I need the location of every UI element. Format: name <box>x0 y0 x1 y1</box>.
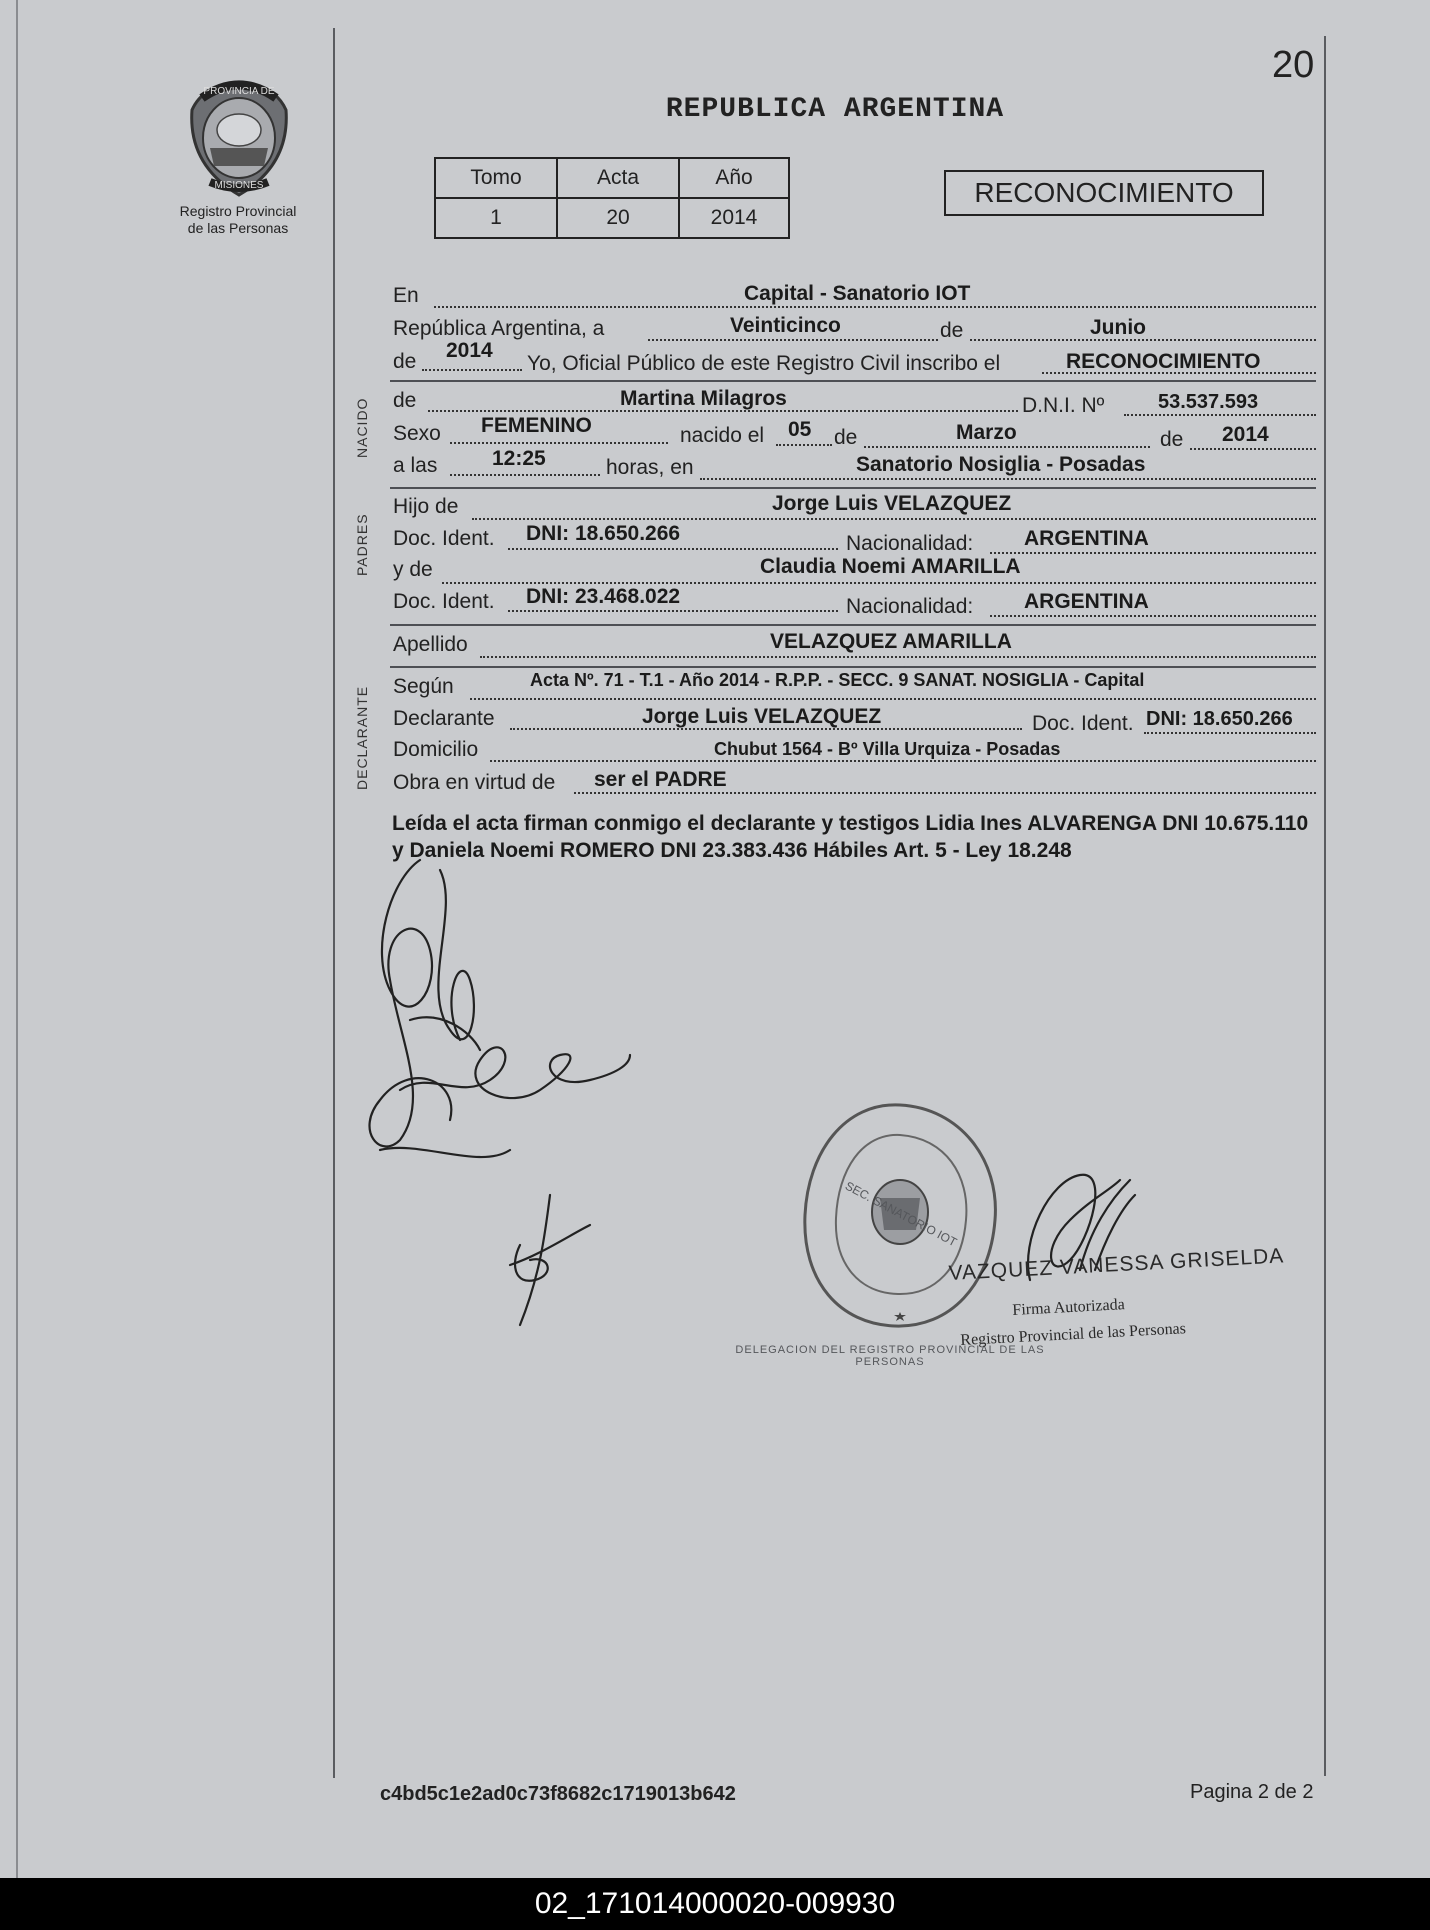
nombre-label: de <box>393 389 417 412</box>
side-label-nacido: NACIDO <box>354 397 370 458</box>
declarante-doc-label: Doc. Ident. <box>1032 712 1134 735</box>
mes-value: Junio <box>1090 316 1146 339</box>
nacido-mes-dots <box>864 446 1150 448</box>
padre-nac: ARGENTINA <box>1024 527 1149 550</box>
closing-paragraph: Leída el acta firman conmigo el declarante y testigos Lidia Ines ALVARENGA DNI 10.675.110 y Daniela Noemi ROMERO DNI 23.383.436 Hábiles Art. 5 - Ley 18.248 <box>392 812 1309 862</box>
nacido-label: nacido el <box>680 424 765 447</box>
yde-label: y de <box>393 558 433 581</box>
padre-nac-label: Nacionalidad: <box>846 532 974 555</box>
madre-doc-label: Doc. Ident. <box>393 590 495 613</box>
registry-label-line1: Registro Provincial <box>179 203 297 219</box>
record-header-anio: Año <box>679 158 789 198</box>
nacido-dia: 05 <box>788 418 812 441</box>
registry-label <box>168 203 308 237</box>
seal-top-text: PROVINCIA DE <box>203 86 275 97</box>
official-name: VAZQUEZ VANESSA GRISELDA <box>948 1244 1285 1285</box>
declarant-signature <box>360 840 640 1190</box>
record-header-tomo: Tomo <box>435 158 557 198</box>
padre-doc-dots <box>508 548 838 550</box>
segun-value: Acta Nº. 71 - T.1 - Año 2014 - R.P.P. - SECC. 9 SANAT. NOSIGLIA - Capital <box>530 670 1145 690</box>
stamp-ring-text: DELEGACION DEL REGISTRO PROVINCIAL DE LAS PERSONAS <box>735 1344 1045 1368</box>
section-rule-3 <box>390 624 1316 626</box>
dia-value: Veinticinco <box>730 314 841 337</box>
obra-label: Obra en virtud de <box>393 771 556 794</box>
side-label-padres: PADRES <box>354 513 370 576</box>
hijo-label: Hijo de <box>393 495 459 518</box>
dni-label: D.N.I. Nº <box>1022 394 1105 417</box>
file-id-bar <box>0 1878 1430 1930</box>
side-label-declarante: DECLARANTE <box>354 685 370 790</box>
dni-dots <box>1124 414 1316 416</box>
section-rule-1 <box>390 380 1316 382</box>
domicilio-label: Domicilio <box>393 738 479 761</box>
padre-doc: DNI: 18.650.266 <box>526 522 681 545</box>
stamp-inner-text: SEC. SANATORIO IOT <box>842 1178 960 1250</box>
section-rule-2 <box>390 487 1316 489</box>
nacido-mes: Marzo <box>956 421 1017 444</box>
apellido-label: Apellido <box>393 633 468 656</box>
nacido-anio: 2014 <box>1222 423 1269 446</box>
nacido-de2-label: de <box>1160 428 1184 451</box>
madre-dots <box>442 582 1316 584</box>
en-label: En <box>393 284 419 307</box>
padre-nac-dots <box>990 552 1316 554</box>
obra-value: ser el PADRE <box>594 768 727 791</box>
file-id: 02_171014000020-009930 <box>534 1887 896 1920</box>
page-count: Pagina 2 de 2 <box>1190 1781 1314 1803</box>
seal-bottom-text: MISIONES <box>214 180 264 191</box>
record-header-acta: Acta <box>557 158 679 198</box>
domicilio-dots <box>490 760 1316 762</box>
record-value-anio: 2014 <box>679 198 789 238</box>
lugar-value: Sanatorio Nosiglia - Posadas <box>856 453 1146 476</box>
en-dots <box>434 306 1316 308</box>
segun-dots <box>470 698 1316 700</box>
section-rule-4 <box>390 666 1316 668</box>
record-table <box>434 157 790 239</box>
madre-doc: DNI: 23.468.022 <box>526 585 681 608</box>
sexo-label: Sexo <box>393 422 441 445</box>
official-initial-signature <box>500 1185 600 1335</box>
republica-label: República Argentina, a <box>393 317 605 340</box>
hora-dots <box>450 474 600 476</box>
registry-label-line2: de las Personas <box>187 220 289 236</box>
dni-value: 53.537.593 <box>1158 391 1259 413</box>
document-title: REPUBLICA ARGENTINA <box>665 94 1005 125</box>
padre-value: Jorge Luis VELAZQUEZ <box>772 492 1012 515</box>
madre-nac: ARGENTINA <box>1024 590 1149 613</box>
sexo-value: FEMENINO <box>481 414 592 437</box>
dia-dots <box>648 339 938 341</box>
act-type-box: RECONOCIMIENTO <box>944 170 1264 216</box>
inscribo-text: Yo, Oficial Público de este Registro Civil inscribo el <box>527 352 1001 375</box>
alas-label: a las <box>393 454 438 477</box>
record-value-tomo: 1 <box>435 198 557 238</box>
hora-value: 12:25 <box>492 447 546 470</box>
margin-line <box>333 28 335 1778</box>
horas-en-label: horas, en <box>606 456 694 479</box>
obra-dots <box>574 792 1316 794</box>
domicilio-value: Chubut 1564 - Bº Villa Urquiza - Posadas <box>714 739 1061 759</box>
misiones-seal-logo <box>180 70 298 200</box>
right-margin-line <box>1324 36 1326 1776</box>
nombre-value: Martina Milagros <box>620 387 787 410</box>
official-org: Registro Provincial de las Personas <box>960 1320 1187 1349</box>
nacido-de-label: de <box>834 426 858 449</box>
apellido-value: VELAZQUEZ AMARILLA <box>770 630 1012 653</box>
segun-label: Según <box>393 675 454 698</box>
de2-label: de <box>393 350 417 373</box>
madre-nac-dots <box>990 615 1316 617</box>
declarante-label: Declarante <box>393 707 495 730</box>
madre-doc-dots <box>508 610 838 612</box>
apellido-dots <box>480 656 1316 658</box>
record-value-acta: 20 <box>557 198 679 238</box>
anio-dots <box>422 369 522 371</box>
sexo-dots <box>450 442 668 444</box>
nacido-dia-dots <box>776 444 832 446</box>
nacido-anio-dots <box>1190 448 1316 450</box>
padre-dots <box>472 518 1316 520</box>
declarante-value: Jorge Luis VELAZQUEZ <box>642 705 882 728</box>
page-number: 20 <box>1272 44 1315 86</box>
declarante-doc: DNI: 18.650.266 <box>1146 708 1293 730</box>
declarante-doc-dots <box>1144 732 1316 734</box>
en-value: Capital - Sanatorio IOT <box>744 282 971 305</box>
madre-value: Claudia Noemi AMARILLA <box>760 555 1021 578</box>
inscribo-value: RECONOCIMIENTO <box>1066 350 1261 373</box>
official-title: Firma Autorizada <box>1012 1296 1126 1319</box>
left-edge-line <box>16 0 18 1878</box>
padre-doc-label: Doc. Ident. <box>393 527 495 550</box>
de-label: de <box>940 319 964 342</box>
lugar-dots <box>700 478 1316 480</box>
anio-value: 2014 <box>446 339 493 362</box>
document-hash: c4bd5c1e2ad0c73f8682c1719013b642 <box>380 1783 736 1805</box>
madre-nac-label: Nacionalidad: <box>846 595 974 618</box>
